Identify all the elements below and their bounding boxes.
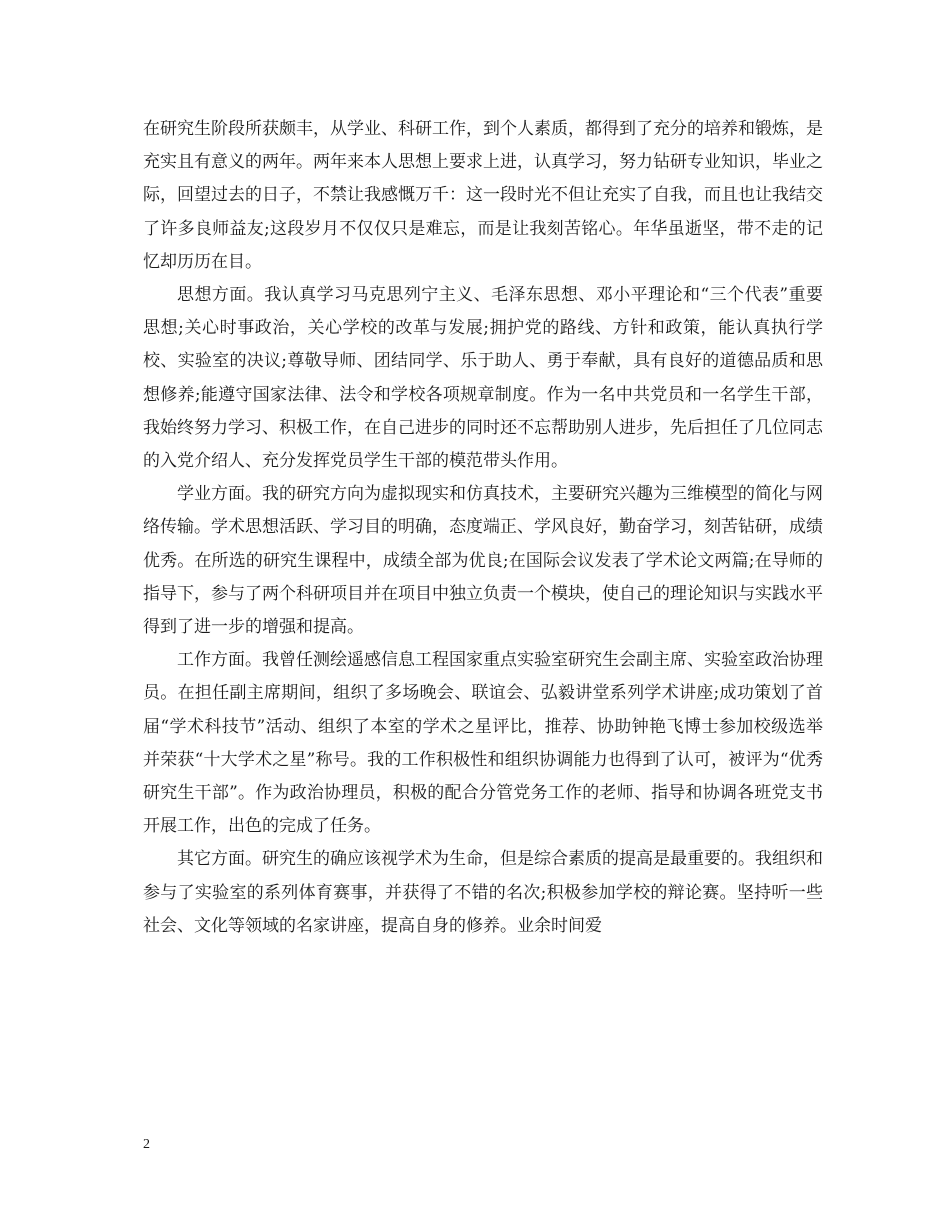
- paragraph-academics: 学业方面。我的研究方向为虚拟现实和仿真技术，主要研究兴趣为三维模型的简化与网络传输。学术思想活跃、学习目的明确，态度端正、学风良好，勤奋学习，刻苦钻研，成绩优秀。在所选的研究生课程中，成绩全部为优良;在国际会议发表了学术论文两篇;在导师的指导下，参与了两个科研项目并在项目中独立负责一个模块，使自己的理论知识与实践水平得到了进一步的增强和提高。: [143, 484, 823, 638]
- paragraph-intro: 在研究生阶段所获颇丰，从学业、科研工作，到个人素质，都得到了充分的培养和锻炼，是充实且有意义的两年。两年来本人思想上要求上进，认真学习，努力钻研专业知识，毕业之际，回望过去的日子，不禁让我感慨万千：这一段时光不但让充实了自我，而且也让我结交了许多良师益友;这段岁月不仅仅只是难忘，而是让我刻苦铭心。年华虽逝坚，带不走的记忆却历历在目。: [143, 119, 823, 272]
- paragraph-other: 其它方面。研究生的确应该视学术为生命，但是综合素质的提高是最重要的。我组织和参与了实验室的系列体育赛事，并获得了不错的名次;积极参加学校的辩论赛。坚持听一些社会、文化等领域的名家讲座，提高自身的修养。业余时间爱: [143, 849, 823, 936]
- document-body: [143, 113, 823, 943]
- paragraph-work: 工作方面。我曾任测绘遥感信息工程国家重点实验室研究生会副主席、实验室政治协理员。在担任副主席期间，组织了多场晚会、联谊会、弘毅讲堂系列学术讲座;成功策划了首届“学术科技节”活动、组织了本室的学术之星评比，推荐、协助钟艳飞博士参加校级选举并荣获“十大学术之星”称号。我的工作积极性和组织协调能力也得到了认可，被评为“优秀研究生干部”。作为政治协理员，积极的配合分管党务工作的老师、指导和协调各班党支书开展工作，出色的完成了任务。: [143, 650, 823, 837]
- paragraph-ideology: 思想方面。我认真学习马克思列宁主义、毛泽东思想、邓小平理论和“三个代表”重要思想;关心时事政治，关心学校的改革与发展;拥护党的路线、方针和政策，能认真执行学校、实验室的决议;尊敬导师、团结同学、乐于助人、勇于奉献，具有良好的道德品质和思想修养;能遵守国家法律、法令和学校各项规章制度。作为一名中共党员和一名学生干部，我始终努力学习、积极工作，在自己进步的同时还不忘帮助别人进步，先后担任了几位同志的入党介绍人、充分发挥党员学生干部的模范带头作用。: [143, 285, 823, 472]
- page-number: 2: [143, 1137, 150, 1152]
